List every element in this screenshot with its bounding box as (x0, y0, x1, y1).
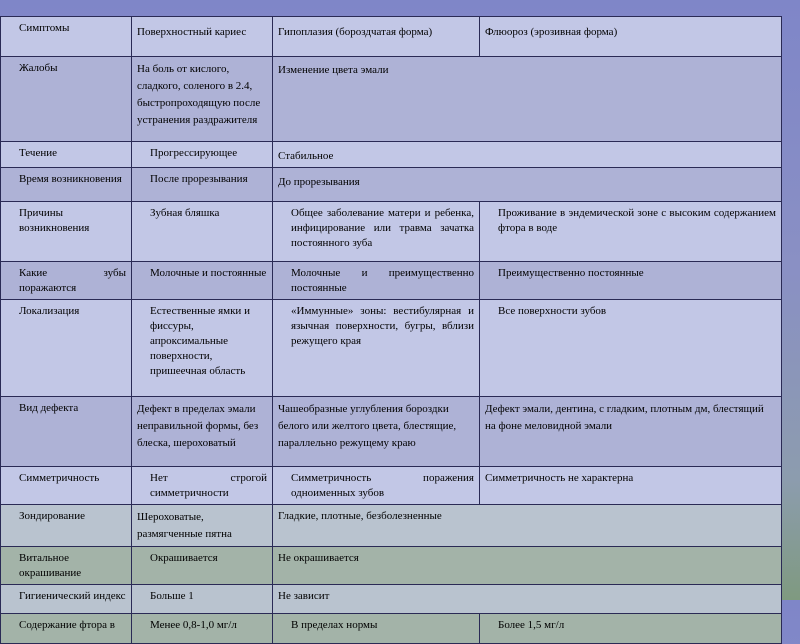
cell-caries: На боль от кислого, сладкого, соленого в 2.4, быстропроходящую после устранения раздражителя (132, 57, 273, 142)
table-row (1, 585, 782, 614)
row-label: Течение (1, 142, 132, 168)
cell-hypoplasia: Общее заболевание матери и ребенка, инфицирование или травма зачатка постоянного зуба (273, 202, 480, 262)
table-row (1, 467, 782, 505)
cell-caries: Больше 1 (132, 585, 273, 614)
header-row (1, 17, 782, 57)
cell-caries: Окрашивается (132, 547, 273, 585)
cell-caries: Нет строгой симметричности (132, 467, 273, 505)
cell-hypoplasia: Симметричность поражения одноименных зубов (273, 467, 480, 505)
cell-caries: Шероховатые, размягченные пятна (132, 505, 273, 547)
row-label: Гигиенический индекс (1, 585, 132, 614)
header-symptoms: Симптомы (1, 17, 132, 57)
header-fluorosis: Флюороз (эрозивная форма) (480, 17, 782, 57)
row-label: Локализация (1, 300, 132, 397)
comparison-table (0, 16, 782, 644)
cell-fluorosis: Симметричность не характерна (480, 467, 782, 505)
cell-fluorosis: Все поверхности зубов (480, 300, 782, 397)
cell-hypoplasia: «Иммунные» зоны: вестибулярная и язычная поверхности, бугры, вблизи режущего края (273, 300, 480, 397)
cell-fluorosis: Более 1,5 мг/л (480, 614, 782, 644)
table-row (1, 547, 782, 585)
row-label: Витальное окрашивание (1, 547, 132, 585)
table-row (1, 300, 782, 397)
cell-other: До прорезывания (273, 168, 782, 202)
row-label: Время возникновения (1, 168, 132, 202)
row-label: Вид дефекта (1, 397, 132, 467)
row-label: Причины возникновения (1, 202, 132, 262)
cell-other: Не окрашивается (273, 547, 782, 585)
cell-other: Стабильное (273, 142, 782, 168)
cell-caries: Естественные ямки и фиссуры, апроксимальные поверхности, пришеечная область (132, 300, 273, 397)
table-row (1, 614, 782, 644)
cell-fluorosis: Проживание в эндемической зоне с высоким содержанием фтора в воде (480, 202, 782, 262)
cell-other: Гладкие, плотные, безболезненные (273, 505, 782, 547)
table-row (1, 202, 782, 262)
cell-fluorosis: Преимущественно постоянные (480, 262, 782, 300)
cell-other: Не зависит (273, 585, 782, 614)
cell-caries: Молочные и постоянные (132, 262, 273, 300)
cell-hypoplasia: Молочные и преимущественно постоянные (273, 262, 480, 300)
cell-other: Изменение цвета эмали (273, 57, 782, 142)
cell-caries: Дефект в пределах эмали неправильной формы, без блеска, шероховатый (132, 397, 273, 467)
table-row (1, 262, 782, 300)
row-label: Содержание фтора в (1, 614, 132, 644)
table-row (1, 505, 782, 547)
cell-caries: После прорезывания (132, 168, 273, 202)
table-row (1, 142, 782, 168)
cell-caries: Менее 0,8-1,0 мг/л (132, 614, 273, 644)
cell-caries: Зубная бляшка (132, 202, 273, 262)
table-row (1, 397, 782, 467)
row-label: Симметричность (1, 467, 132, 505)
row-label: Зондирование (1, 505, 132, 547)
cell-hypoplasia: В пределах нормы (273, 614, 480, 644)
row-label: Какие зубы поражаются (1, 262, 132, 300)
cell-hypoplasia: Чашеобразные углубления бороздки белого или желтого цвета, блестящие, параллельно режущему краю (273, 397, 480, 467)
row-label: Жалобы (1, 57, 132, 142)
table-row (1, 168, 782, 202)
cell-caries: Прогрессирующее (132, 142, 273, 168)
cell-fluorosis: Дефект эмали, дентина, с гладким, плотным дм, блестящий на фоне меловидной эмали (480, 397, 782, 467)
header-superficial-caries: Поверхностный кариес (132, 17, 273, 57)
header-hypoplasia: Гипоплазия (бороздчатая форма) (273, 17, 480, 57)
table-row (1, 57, 782, 142)
